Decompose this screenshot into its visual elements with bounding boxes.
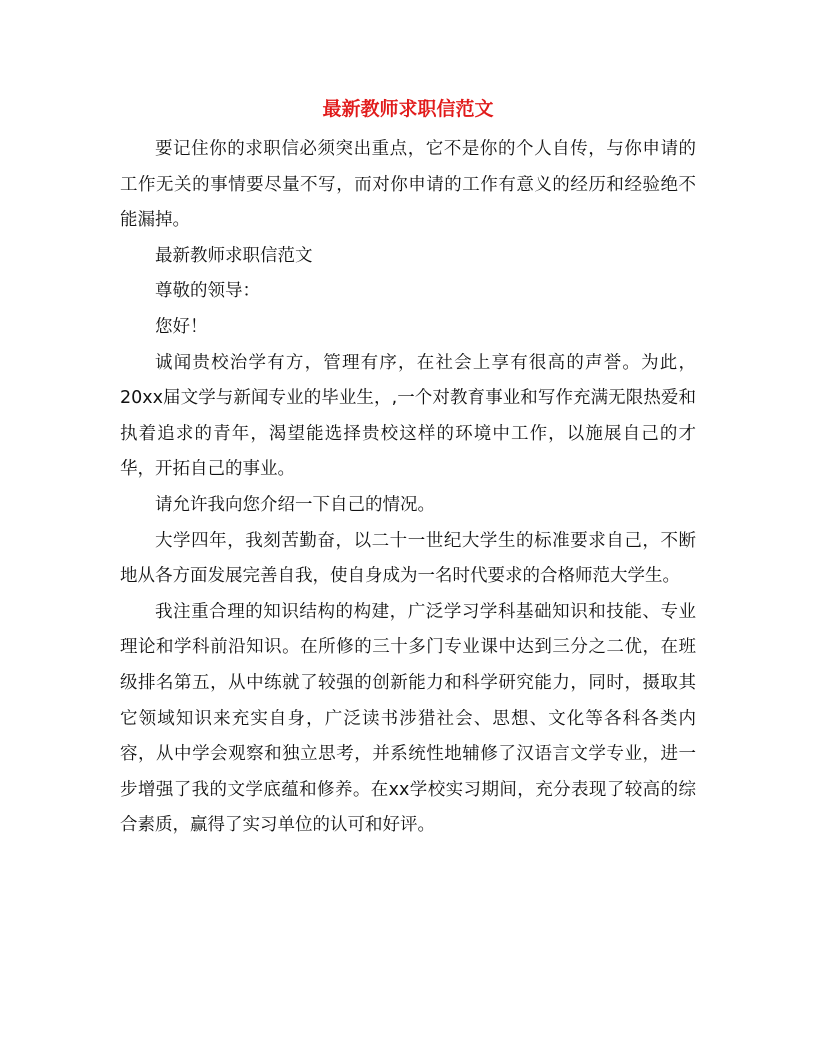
- body-paragraph: 请允许我向您介绍一下自己的情况。: [155, 494, 435, 515]
- body-paragraph: 大学四年，我刻苦勤奋，以二十一世纪大学生的标准要求自己，不断地从各方面发展完善自我，使自身成为一名时代要求的合格师范大学生。: [120, 530, 696, 587]
- document-title: 最新教师求职信范文: [322, 98, 494, 120]
- body-paragraph: 诚闻贵校治学有方，管理有序，在社会上享有很高的声誉。为此，20xx届文学与新闻专业的毕业生，,一个对教育事业和写作充满无限热爱和执着追求的青年，渴望能选择贵校这样的环境中工作，以施展自己的才华，开拓自己的事业。: [120, 352, 696, 480]
- intro-paragraph: 要记住你的求职信必须突出重点，它不是你的个人自传，与你申请的工作无关的事情要尽量不写，而对你申请的工作有意义的经历和经验绝不能漏掉。: [120, 139, 696, 231]
- salutation: 尊敬的领导：: [155, 281, 260, 302]
- document-body: [120, 132, 696, 844]
- letter-heading: 最新教师求职信范文: [155, 245, 313, 266]
- body-paragraph: 我注重合理的知识结构的构建，广泛学习学科基础知识和技能、专业理论和学科前沿知识。在所修的三十多门专业课中达到三分之二优，在班级排名第五，从中练就了较强的创新能力和科学研究能力，同时，摄取其它领域知识来充实自身，广泛读书涉猎社会、思想、文化等各科各类内容，从中学会观察和独立思考，并系统性地辅修了汉语言文学专业，进一步增强了我的文学底蕴和修养。在xx学校实习期间，充分表现了较高的综合素质，赢得了实习单位的认可和好评。: [120, 601, 696, 836]
- greeting: 您好！: [155, 316, 208, 337]
